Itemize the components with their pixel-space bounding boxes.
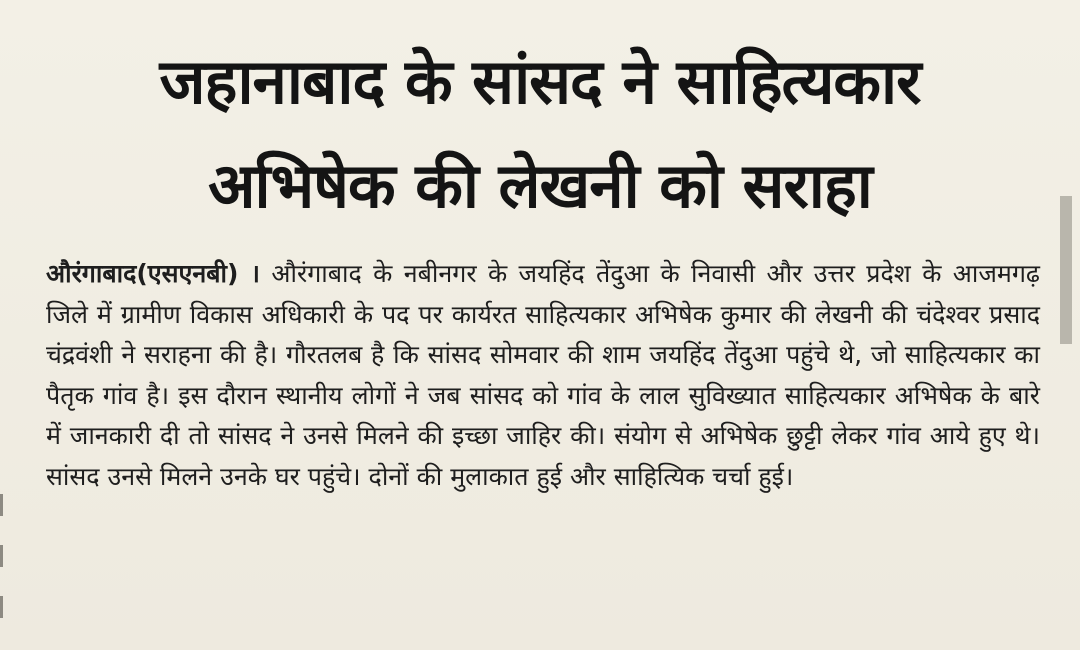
margin-tick-mark bbox=[0, 545, 3, 567]
article-body-text: औरंगाबाद के नबीनगर के जयहिंद तेंदुआ के निवासी और उत्तर प्रदेश के आजमगढ़ जिले में ग्रामीण विकास अधिकारी के पद पर कार्यरत साहित्यकार अभिषेक कुमार की लेखनी की चंदेश्वर प्रसाद चंद्रवंशी ने सराहना की है। गौरतलब है कि सांसद सोमवार की शाम जयहिंद तेंदुआ पहुंचे थे, जो साहित्यकार का पैतृक गांव है। इस दौरान स्थानीय लोगों ने जब सांसद को गांव के लाल सुविख्यात साहित्यकार अभिषेक के बारे में जानकारी दी तो सांसद ने उनसे मिलने की इच्छा जाहिर की। संयोग से अभिषेक छुट्टी लेकर गांव आये हुए थे। सांसद उनसे मिलने उनके घर पहुंचे। दोनों की मुलाकात हुई और साहित्यिक चर्चा हुई। bbox=[46, 259, 1040, 491]
margin-tick-mark bbox=[0, 494, 3, 516]
headline-line-1: जहानाबाद के सांसद ने साहित्यकार bbox=[159, 45, 921, 118]
page-edge-mark bbox=[1060, 196, 1072, 344]
headline-line-2: अभिषेक की लेखनी को सराहा bbox=[208, 149, 872, 222]
article-body bbox=[46, 254, 1040, 497]
dateline: औरंगाबाद(एसएनबी) । bbox=[46, 259, 261, 288]
margin-tick-mark bbox=[0, 596, 3, 618]
